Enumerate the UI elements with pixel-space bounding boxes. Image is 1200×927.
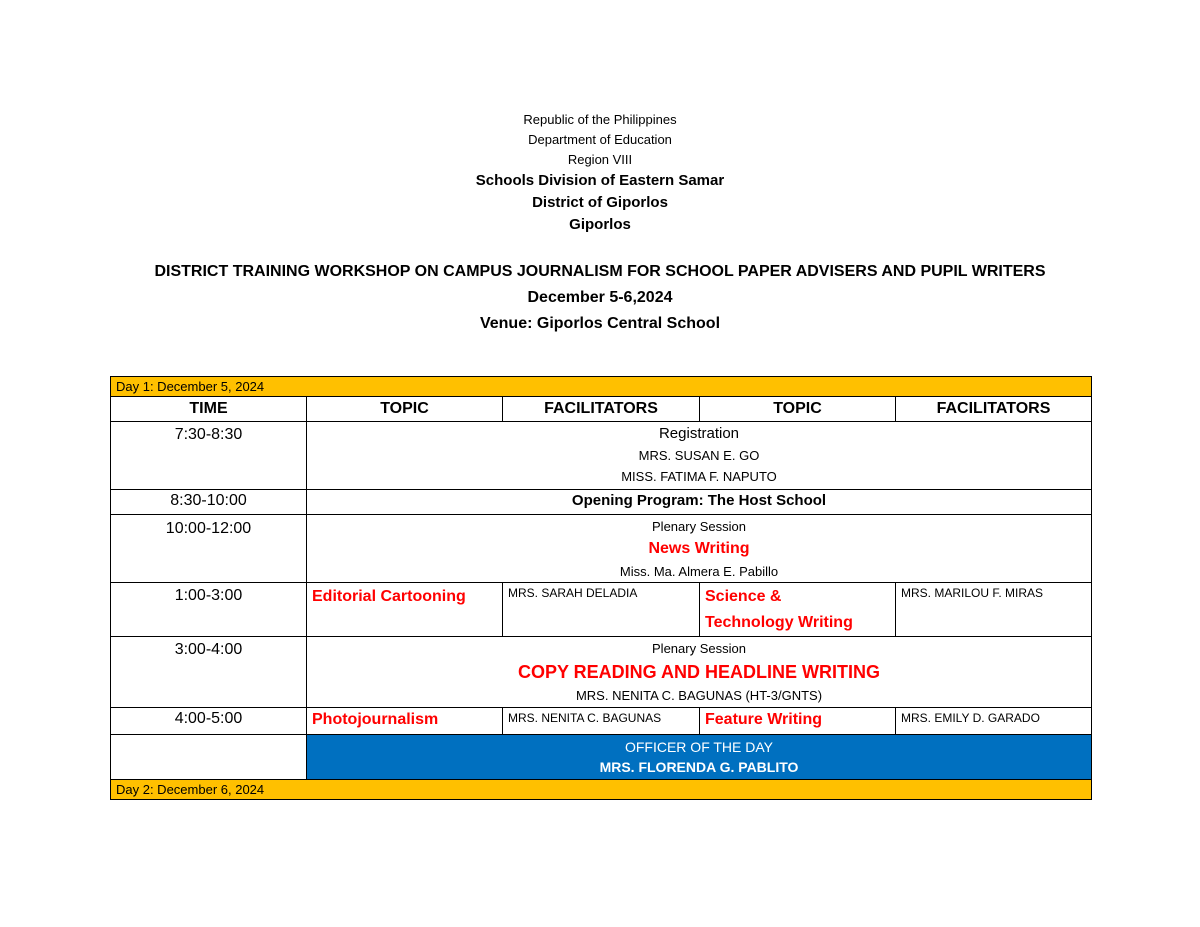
plenary-2-topic: COPY READING AND HEADLINE WRITING	[517, 662, 880, 682]
schedule-table	[110, 376, 1092, 800]
time-cell: 3:00-4:00	[111, 637, 307, 708]
officer-label: OFFICER OF THE DAY	[624, 739, 774, 755]
table-row-opening	[111, 490, 1092, 515]
registration-person-2: MISS. FATIMA F. NAPUTO	[621, 469, 777, 484]
day2-row	[111, 780, 1092, 800]
plenary-2-label: Plenary Session	[652, 641, 746, 656]
table-row-plenary-1	[111, 515, 1092, 583]
registration-cell	[307, 422, 1092, 490]
col-header-time: TIME	[111, 397, 307, 422]
topic-feature-writing: Feature Writing	[705, 711, 823, 728]
column-header-row	[111, 397, 1092, 422]
topic-science-line-1: Science &	[705, 588, 782, 605]
officer-name: MRS. FLORENDA G. PABLITO	[599, 759, 799, 775]
header-republic: Republic of the Philippines	[523, 112, 677, 127]
table-row-registration	[111, 422, 1092, 490]
opening-program-cell: Opening Program: The Host School	[307, 490, 1092, 515]
time-cell: 7:30-8:30	[111, 422, 307, 490]
plenary-2-cell	[307, 637, 1092, 708]
col-header-topic-1: TOPIC	[307, 397, 503, 422]
facilitator-cell: MRS. MARILOU F. MIRAS	[896, 583, 1092, 637]
day1-label: Day 1: December 5, 2024	[111, 377, 1092, 397]
plenary-1-topic: News Writing	[648, 540, 750, 557]
facilitator-cell: MRS. EMILY D. GARADO	[896, 708, 1092, 735]
plenary-2-facilitator: MRS. NENITA C. BAGUNAS (HT-3/GNTS)	[575, 688, 823, 703]
header-town: Giporlos	[569, 216, 631, 233]
time-cell: 8:30-10:00	[111, 490, 307, 515]
document-header	[0, 110, 1200, 236]
topic-editorial-cartooning: Editorial Cartooning	[312, 588, 466, 605]
topic-science-line-2: Technology Writing	[705, 614, 853, 631]
header-region: Region VIII	[567, 152, 633, 167]
header-division: Schools Division of Eastern Samar	[475, 172, 725, 189]
registration-title: Registration	[658, 425, 740, 442]
empty-time-cell	[111, 735, 307, 780]
day1-row	[111, 377, 1092, 397]
document-venue: Venue: Giporlos Central School	[479, 315, 721, 332]
document-title-block	[0, 259, 1200, 337]
plenary-1-cell	[307, 515, 1092, 583]
table-row-session-2	[111, 708, 1092, 735]
topic-cell-feature	[700, 708, 896, 735]
col-header-facilitators-1: FACILITATORS	[503, 397, 700, 422]
officer-of-the-day-cell	[307, 735, 1092, 780]
facilitator-cell: MRS. NENITA C. BAGUNAS	[503, 708, 700, 735]
header-department: Department of Education	[528, 132, 672, 147]
document-date: December 5-6,2024	[527, 289, 673, 306]
header-district: District of Giporlos	[532, 194, 668, 211]
registration-person-1: MRS. SUSAN E. GO	[638, 448, 760, 463]
time-cell: 1:00-3:00	[111, 583, 307, 637]
topic-cell-science	[700, 583, 896, 637]
facilitator-cell: MRS. SARAH DELADIA	[503, 583, 700, 637]
day2-label: Day 2: December 6, 2024	[111, 780, 1092, 800]
col-header-topic-2: TOPIC	[700, 397, 896, 422]
time-cell: 10:00-12:00	[111, 515, 307, 583]
table-row-plenary-2	[111, 637, 1092, 708]
topic-cell-editorial	[307, 583, 503, 637]
topic-cell-photojournalism	[307, 708, 503, 735]
topic-photojournalism: Photojournalism	[312, 711, 439, 728]
table-row-officer	[111, 735, 1092, 780]
plenary-1-label: Plenary Session	[652, 519, 746, 534]
col-header-facilitators-2: FACILITATORS	[896, 397, 1092, 422]
document-title: DISTRICT TRAINING WORKSHOP ON CAMPUS JOURNALISM FOR SCHOOL PAPER ADVISERS AND PUPIL WRITERS	[154, 263, 1046, 280]
table-row-session-1	[111, 583, 1092, 637]
time-cell: 4:00-5:00	[111, 708, 307, 735]
plenary-1-facilitator: Miss. Ma. Almera E. Pabillo	[619, 564, 779, 579]
